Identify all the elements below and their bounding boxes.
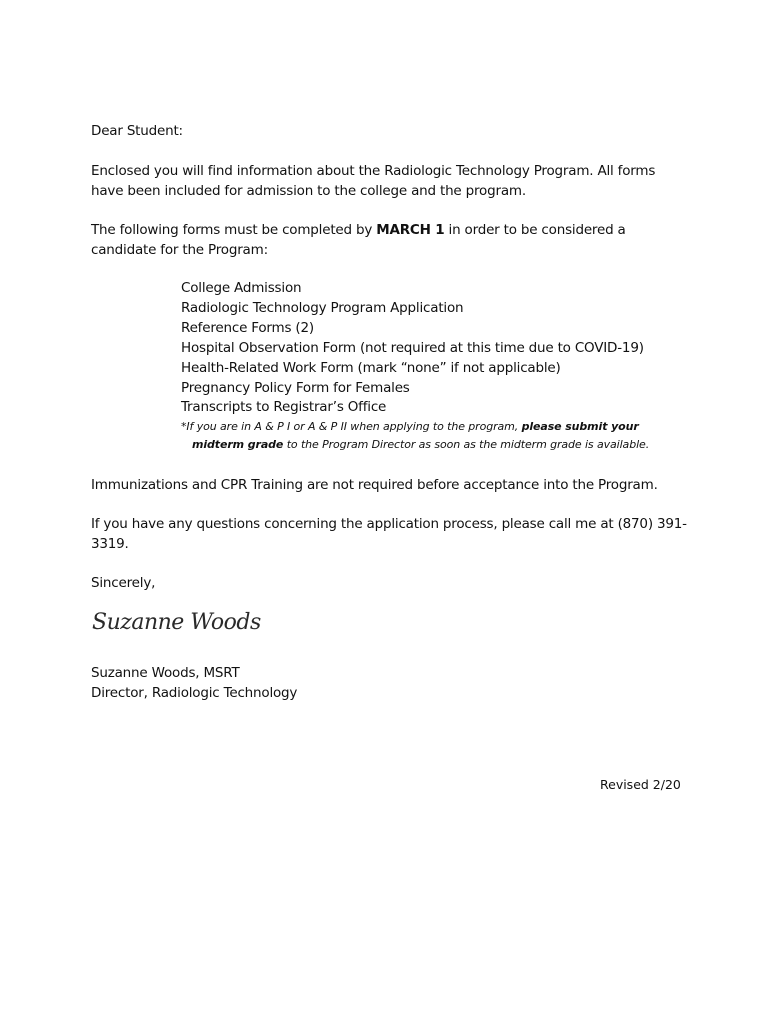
signer-name: Suzanne Woods, MSRT — [91, 665, 240, 681]
paragraph-immunizations: Immunizations and CPR Training are not required before acceptance into the Program. — [91, 477, 658, 493]
signer-title: Director, Radiologic Technology — [91, 685, 298, 701]
paragraph-deadline-line-2: candidate for the Program: — [91, 242, 268, 258]
midterm-note-line-1 — [181, 418, 639, 436]
revision-date: Revised 2/20 — [600, 777, 681, 792]
list-item: Transcripts to Registrar’s Office — [181, 399, 387, 416]
list-item: Radiologic Technology Program Application — [181, 299, 464, 316]
list-item: Reference Forms (2) — [181, 319, 314, 336]
note-text: *If you are in A & P I or A & P II when applying to the program, — [181, 420, 522, 433]
note-text: to the Program Director as soon as the midterm grade is available. — [283, 438, 650, 451]
paragraph-intro-line-1: Enclosed you will find information about the Radiologic Technology Program. All forms — [91, 163, 656, 179]
paragraph-contact-line-2: 3319. — [91, 536, 129, 552]
note-emphasis: midterm grade — [192, 438, 284, 451]
deadline-date: MARCH 1 — [376, 222, 445, 238]
required-forms-list — [181, 279, 644, 418]
list-item: Hospital Observation Form (not required at this time due to COVID-19) — [181, 339, 644, 356]
list-item: Health-Related Work Form (mark “none” if not applicable) — [181, 359, 561, 376]
midterm-note-line-2 — [192, 436, 649, 454]
note-emphasis: please submit your — [521, 420, 639, 433]
list-item: College Admission — [181, 280, 302, 296]
list-item: Pregnancy Policy Form for Females — [181, 379, 410, 396]
paragraph-intro-line-2: have been included for admission to the college and the program. — [91, 183, 526, 199]
deadline-text-after: in order to be considered a — [444, 222, 626, 238]
greeting: Dear Student: — [91, 123, 183, 139]
deadline-text-before: The following forms must be completed by — [91, 222, 377, 238]
handwritten-signature: Suzanne Woods — [92, 610, 261, 635]
paragraph-deadline-line-1 — [91, 220, 626, 240]
paragraph-contact-line-1: If you have any questions concerning the application process, please call me at (870) 391- — [91, 516, 687, 532]
closing: Sincerely, — [91, 575, 156, 591]
